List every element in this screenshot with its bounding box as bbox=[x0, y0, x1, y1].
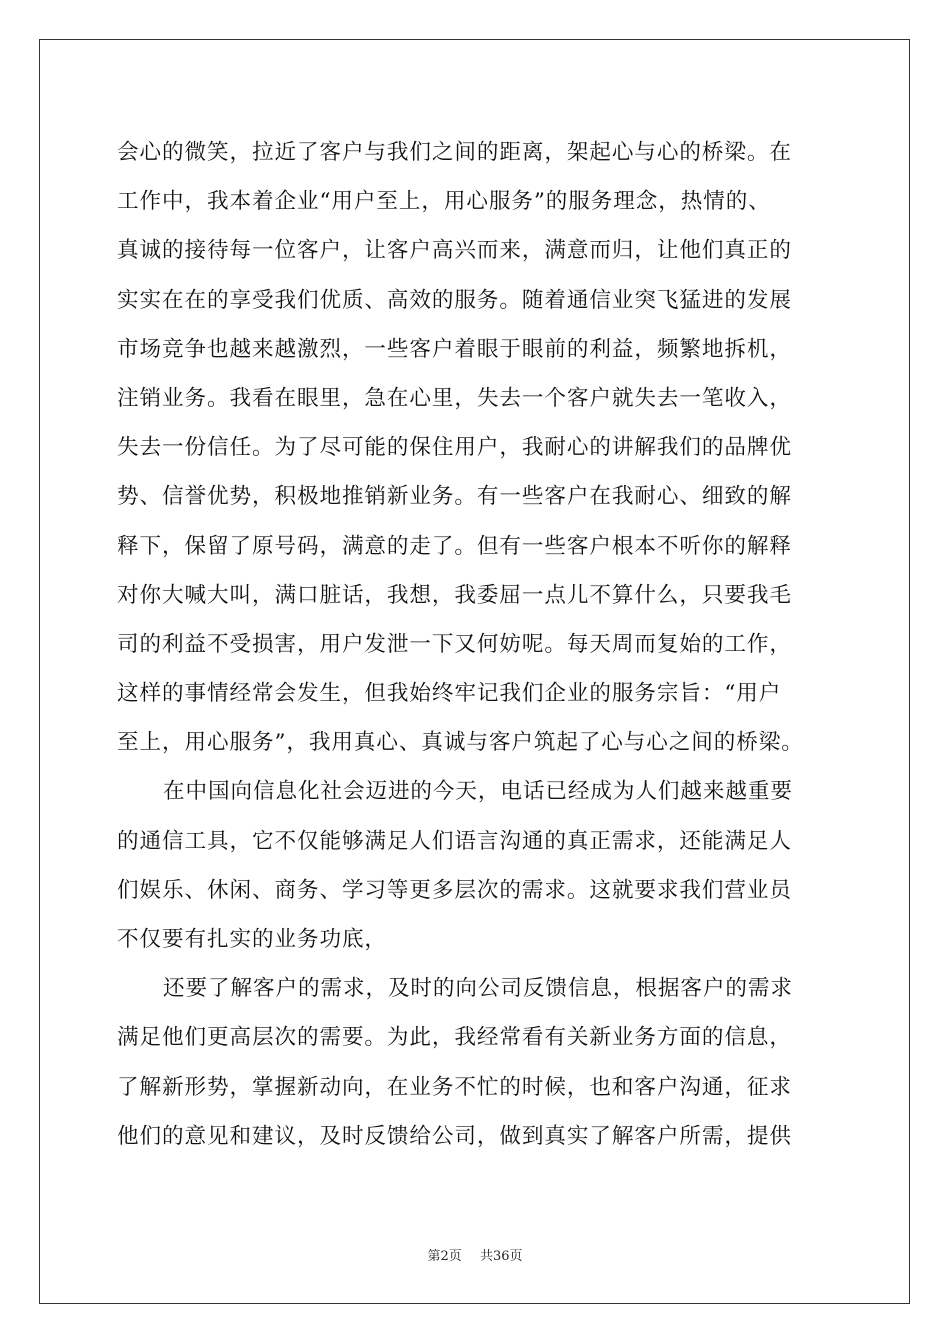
text-line: 在中国向信息化社会迈进的今天，电话已经成为人们越来越重要 bbox=[163, 779, 793, 805]
page-number: 第2页 bbox=[427, 1249, 462, 1264]
text-line: 注销业务。我看在眼里，急在心里，失去一个客户就失去一笔收入， bbox=[117, 385, 792, 411]
page-footer bbox=[0, 1245, 950, 1264]
text-line: 不仅要有扎实的业务功底， bbox=[117, 927, 387, 952]
text-line: 满足他们更高层次的需要。为此，我经常看有关新业务方面的信息， bbox=[117, 1025, 792, 1051]
text-line: 这样的事情经常会发生，但我始终牢记我们企业的服务宗旨：“用户 bbox=[117, 681, 782, 707]
text-line: 真诚的接待每一位客户，让客户高兴而来，满意而归，让他们真正的 bbox=[117, 238, 792, 264]
text-line: 对你大喊大叫，满口脏话，我想，我委屈一点儿不算什么，只要我毛 bbox=[117, 582, 792, 608]
text-line: 至上，用心服务”，我用真心、真诚与客户筑起了心与心之间的桥梁。 bbox=[117, 730, 804, 756]
text-line: 他们的意见和建议，及时反馈给公司，做到真实了解客户所需，提供 bbox=[117, 1123, 792, 1149]
text-line: 实实在在的享受我们优质、高效的服务。随着通信业突飞猛进的发展 bbox=[117, 287, 792, 313]
text-line: 司的利益不受损害，用户发泄一下又何妨呢。每天周而复始的工作， bbox=[117, 631, 792, 657]
text-line: 市场竞争也越来越激烈，一些客户着眼于眼前的利益，频繁地拆机， bbox=[117, 336, 792, 362]
text-line: 释下，保留了原号码，满意的走了。但有一些客户根本不听你的解释 bbox=[117, 533, 792, 559]
text-line: 还要了解客户的需求，及时的向公司反馈信息，根据客户的需求 bbox=[163, 976, 793, 1002]
text-line: 势、信誉优势，积极地推销新业务。有一些客户在我耐心、细致的解 bbox=[117, 484, 792, 510]
text-line: 工作中，我本着企业“用户至上，用心服务”的服务理念，热情的、 bbox=[117, 189, 771, 215]
text-line: 的通信工具，它不仅能够满足人们语言沟通的真正需求，还能满足人 bbox=[117, 828, 792, 854]
text-line: 了解新形势，掌握新动向，在业务不忙的时候，也和客户沟通，征求 bbox=[117, 1074, 792, 1100]
text-line: 们娱乐、休闲、商务、学习等更多层次的需求。这就要求我们营业员 bbox=[117, 877, 792, 903]
text-line: 会心的微笑，拉近了客户与我们之间的距离，架起心与心的桥梁。在 bbox=[117, 140, 792, 165]
text-line: 失去一份信任。为了尽可能的保住用户，我耐心的讲解我们的品牌优 bbox=[117, 435, 792, 461]
document-body bbox=[117, 128, 837, 1161]
page-total: 共36页 bbox=[479, 1249, 523, 1264]
